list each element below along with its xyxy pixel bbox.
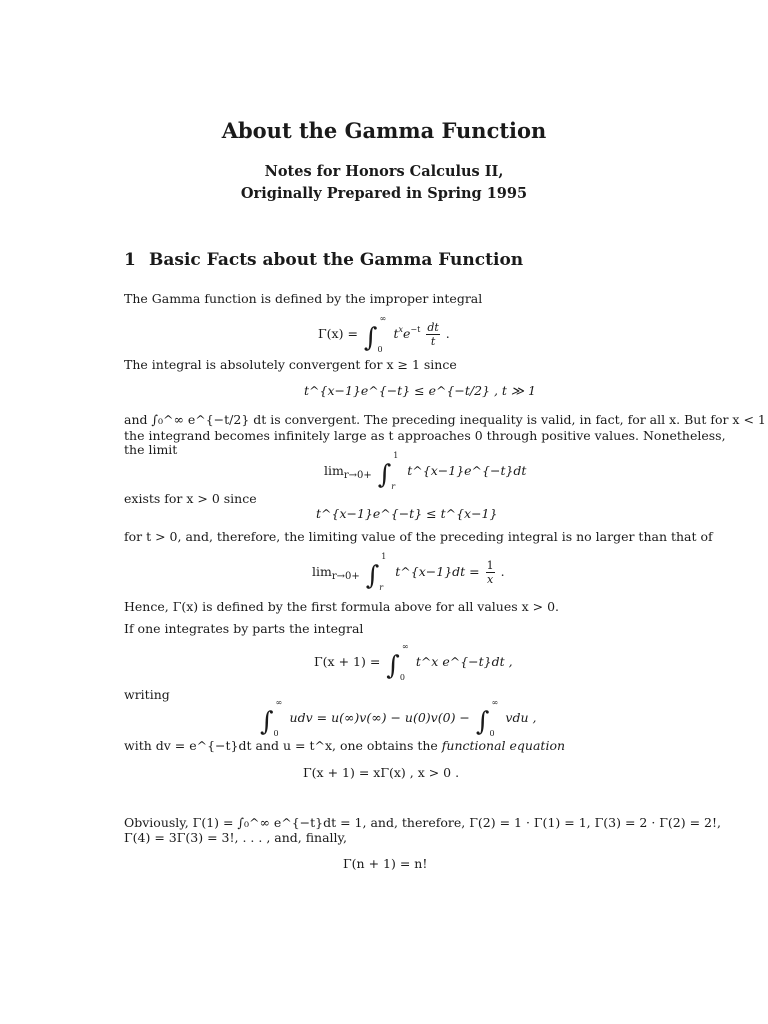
- paragraph-1: The Gamma function is defined by the improper integral: [124, 291, 483, 306]
- paragraph-8: writing: [124, 687, 170, 702]
- eq6-lhs: Γ(x + 1) =: [314, 654, 381, 669]
- paragraph-4: exists for x > 0 since: [124, 491, 257, 506]
- equation-gamma-definition: Γ(x) = ∫ ∞ 0 $t^xe^{-t}$ $\frac{dt}{t}$ .: [318, 314, 450, 354]
- integral-sign: ∫: [260, 707, 274, 737]
- integral-sign: ∫: [386, 651, 400, 681]
- equation-limit-1: [324, 451, 527, 491]
- paragraph-2: The integral is absolutely convergent for x ≥ 1 since: [124, 357, 457, 372]
- eq5-lim: lim: [312, 564, 332, 579]
- integral-sign: ∫: [365, 561, 380, 591]
- eq1-body: t: [393, 326, 399, 341]
- eq1-tail: .: [445, 326, 450, 341]
- paragraph-6: Hence, Γ(x) is defined by the first formula above for all values x > 0.: [124, 599, 560, 614]
- paragraph-10a: Obviously, Γ(1) = ∫₀^∞ e^{−t}dt = 1, and, therefore, Γ(2) = 1 · Γ(1) = 1, Γ(3) = 2 · Γ(2) = 2!,: [124, 815, 722, 830]
- eq7-part-a: udv = u(∞)v(∞) − u(0)v(0) −: [289, 710, 470, 725]
- page-title: About the Gamma Function: [221, 118, 547, 143]
- integral-limits: 1 r: [379, 552, 387, 592]
- equation-inequality-2: t^{x−1}e^{−t} ≤ t^{x−1}: [316, 506, 498, 521]
- paragraph-7: If one integrates by parts the integral: [124, 621, 364, 636]
- eq3-body: t^{x−1}e^{−t}dt: [407, 463, 527, 478]
- functional-equation-emph: functional equation: [441, 738, 566, 753]
- paragraph-9-text: with dv = e^{−t}dt and u = t^x, one obtains the: [124, 738, 442, 753]
- subtitle-line-1: Notes for Honors Calculus II,: [264, 163, 504, 180]
- equation-limit-2: $\lim_{r\to 0+}$ ∫ 1 r t^{x−1}dt = $\frac{1}{x}$ .: [312, 552, 505, 592]
- eq1-fraction: $\frac{dt}{t}$: [427, 321, 439, 348]
- equation-integration-by-parts: [258, 698, 537, 738]
- eq7-part-b: vdu ,: [505, 710, 537, 725]
- paragraph-9: [124, 737, 565, 755]
- equation-factorial: Γ(n + 1) = n!: [343, 856, 428, 871]
- integral-limits: 1 r: [391, 451, 399, 491]
- integral-limits: ∞ 0: [273, 698, 283, 738]
- integral-sign: ∫: [475, 707, 490, 737]
- section-title: Basic Facts about the Gamma Function: [149, 250, 524, 270]
- eq3-lim: lim: [324, 463, 344, 478]
- paragraph-3c: the limit: [124, 442, 178, 457]
- equation-inequality-1: t^{x−1}e^{−t} ≤ e^{−t/2} , t ≫ 1: [304, 383, 536, 398]
- integral-limits: ∞ 0: [377, 314, 387, 354]
- equation-gamma-x-plus-1: [314, 642, 513, 682]
- paragraph-5: for t > 0, and, therefore, the limiting value of the preceding integral is no larger than that of: [124, 529, 713, 544]
- paragraph-3b: the integrand becomes infinitely large as t approaches 0 through positive values. Nonetheless,: [124, 428, 726, 443]
- section-heading: [124, 250, 523, 270]
- subtitle-line-2: Originally Prepared in Spring 1995: [240, 185, 528, 202]
- integral-sign: ∫: [363, 323, 378, 353]
- integral-limits: ∞ 0: [399, 642, 409, 682]
- eq5-fraction: $\frac{1}{x}$: [486, 559, 494, 586]
- integral-sign: ∫: [377, 460, 392, 490]
- integral-limits: ∞ 0: [489, 698, 499, 738]
- eq5-body: t^{x−1}dt =: [395, 564, 480, 579]
- eq3-sub: r→0+: [343, 470, 372, 481]
- paragraph-10b: Γ(4) = 3Γ(3) = 3!, . . . , and, finally,: [124, 830, 347, 845]
- eq5-sub: r→0+: [331, 571, 360, 582]
- eq1-lhs: Γ(x) =: [318, 326, 358, 341]
- section-number: 1: [124, 250, 136, 270]
- equation-functional: Γ(x + 1) = xΓ(x) , x > 0 .: [303, 765, 460, 780]
- paragraph-3a: and ∫₀^∞ e^{−t/2} dt is convergent. The preceding inequality is valid, in fact, for all x. But for x < 1: [124, 412, 766, 427]
- eq6-body: t^x e^{−t}dt ,: [415, 654, 513, 669]
